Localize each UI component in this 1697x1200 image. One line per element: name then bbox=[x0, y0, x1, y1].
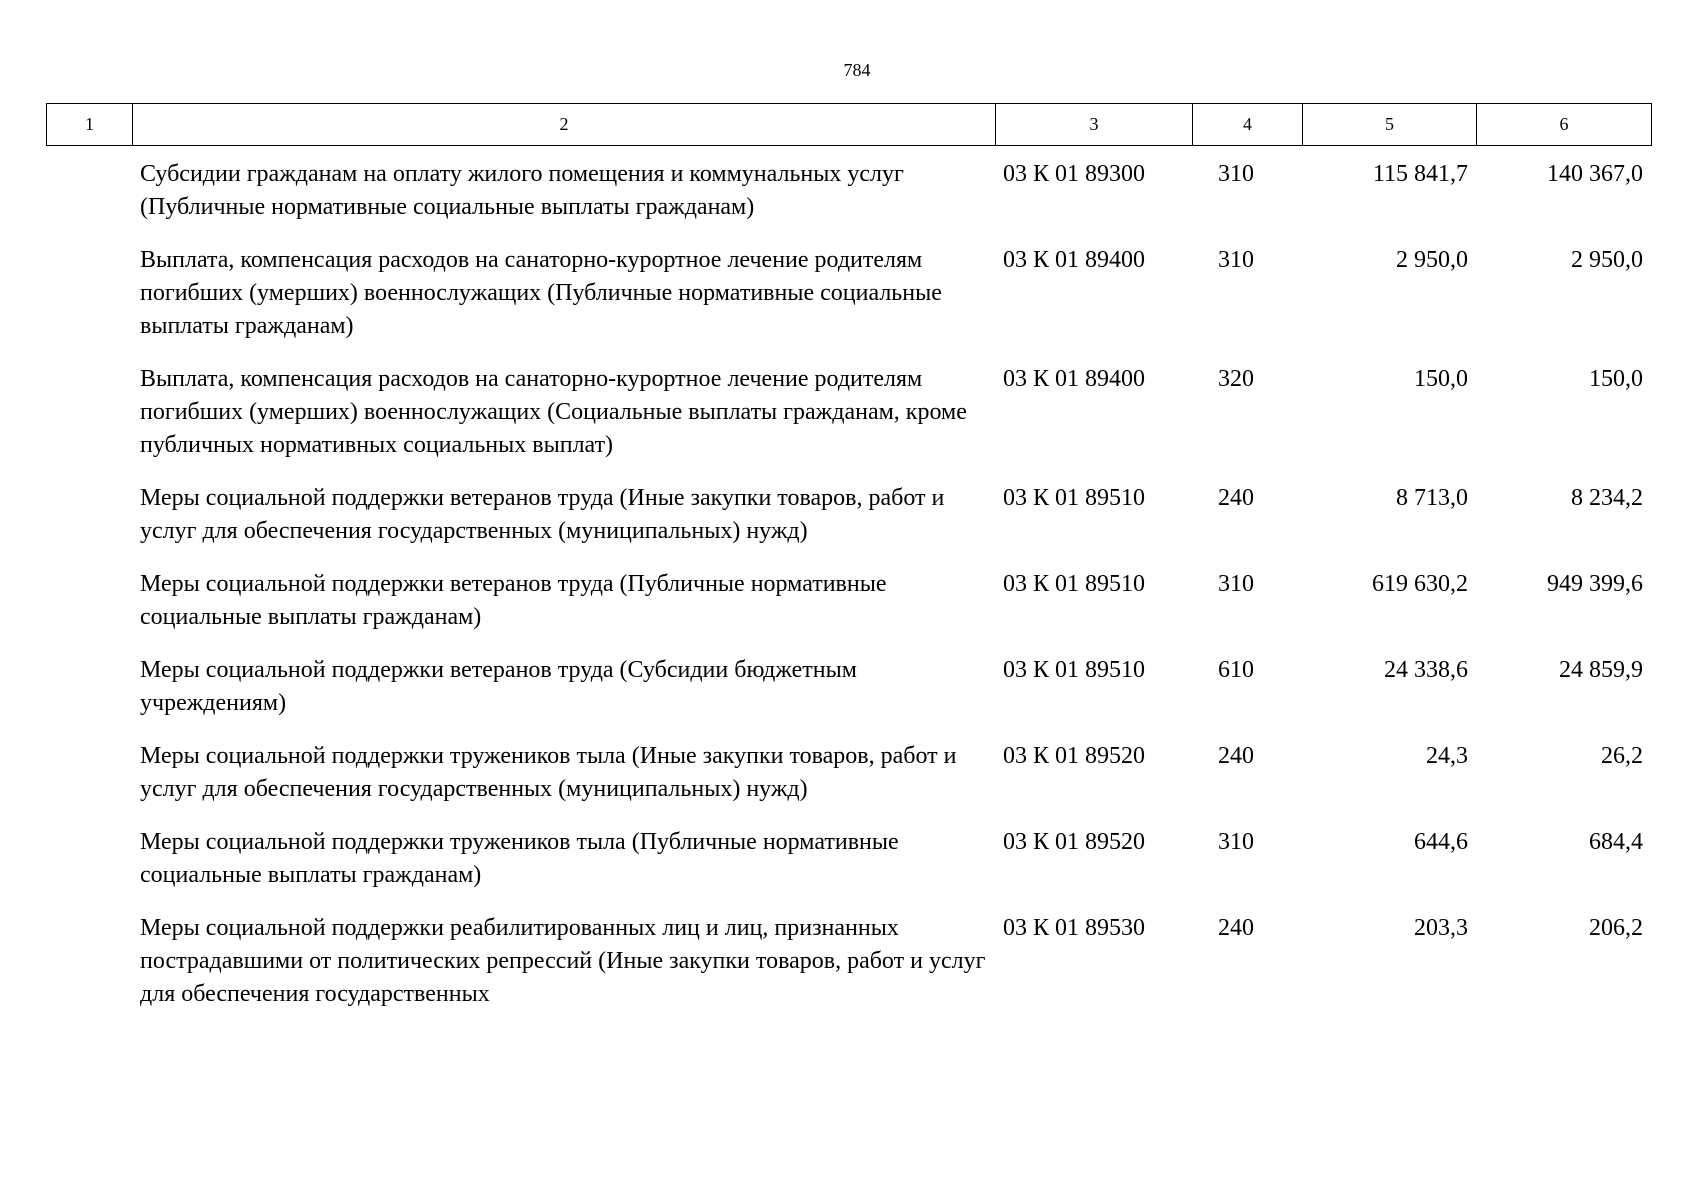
expense-type-code-cell: 240 bbox=[1218, 743, 1254, 769]
table-header bbox=[46, 103, 1652, 146]
table-row bbox=[46, 355, 1651, 474]
target-article-code-cell: 03 К 01 89510 bbox=[1003, 571, 1146, 597]
expense-name-cell: Выплата, компенсация расходов на санаторно-курортное лечение родителям погибших (умерших) военнослужащих (Социальные выплаты гражданам, кроме публичных нормативных социальных выплат) bbox=[140, 366, 967, 458]
expense-type-code-cell: 310 bbox=[1218, 161, 1254, 187]
amount-year-2-cell: 26,2 bbox=[1601, 743, 1643, 769]
expense-type-code-cell: 240 bbox=[1218, 485, 1254, 511]
target-article-code-cell: 03 К 01 89510 bbox=[1003, 485, 1146, 511]
amount-year-1-cell: 203,3 bbox=[1414, 915, 1468, 941]
page-number: 784 bbox=[843, 60, 871, 80]
amount-year-1-cell: 150,0 bbox=[1414, 366, 1468, 392]
target-article-code-cell: 03 К 01 89520 bbox=[1003, 829, 1146, 855]
expense-type-code-cell: 610 bbox=[1218, 657, 1254, 683]
amount-year-1-cell: 644,6 bbox=[1414, 829, 1468, 855]
expense-name-cell: Меры социальной поддержки ветеранов труда (Субсидии бюджетным учреждениям) bbox=[140, 657, 857, 716]
expense-name-cell: Меры социальной поддержки ветеранов труда (Публичные нормативные социальные выплаты гражданам) bbox=[140, 571, 887, 630]
table-row bbox=[46, 150, 1651, 236]
table-row bbox=[46, 236, 1651, 355]
expense-name-cell: Субсидии гражданам на оплату жилого помещения и коммунальных услуг (Публичные нормативные социальные выплаты гражданам) bbox=[140, 161, 904, 220]
header-col-6: 6 bbox=[1477, 104, 1652, 146]
amount-year-2-cell: 949 399,6 bbox=[1547, 571, 1643, 597]
amount-year-2-cell: 24 859,9 bbox=[1559, 657, 1643, 683]
header-col-4: 4 bbox=[1193, 104, 1303, 146]
amount-year-2-cell: 206,2 bbox=[1589, 915, 1643, 941]
amount-year-2-cell: 150,0 bbox=[1589, 366, 1643, 392]
target-article-code-cell: 03 К 01 89510 bbox=[1003, 657, 1146, 683]
expense-type-code-cell: 310 bbox=[1218, 247, 1254, 273]
expense-type-code-cell: 310 bbox=[1218, 571, 1254, 597]
amount-year-2-cell: 140 367,0 bbox=[1547, 161, 1643, 187]
header-col-5: 5 bbox=[1303, 104, 1477, 146]
row-number-cell bbox=[46, 904, 132, 1023]
expense-name-cell: Выплата, компенсация расходов на санаторно-курортное лечение родителям погибших (умерших) военнослужащих (Публичные нормативные социальные выплаты гражданам) bbox=[140, 247, 942, 339]
budget-table bbox=[46, 150, 1651, 1023]
target-article-code-cell: 03 К 01 89400 bbox=[1003, 247, 1146, 273]
row-number-cell bbox=[46, 150, 132, 236]
amount-year-1-cell: 115 841,7 bbox=[1372, 161, 1468, 187]
target-article-code-cell: 03 К 01 89300 bbox=[1003, 161, 1146, 187]
header-col-1: 1 bbox=[47, 104, 133, 146]
row-number-cell bbox=[46, 236, 132, 355]
expense-name-cell: Меры социальной поддержки тружеников тыла (Публичные нормативные социальные выплаты гражданам) bbox=[140, 829, 899, 888]
table-row bbox=[46, 560, 1651, 646]
expense-name-cell: Меры социальной поддержки тружеников тыла (Иные закупки товаров, работ и услуг для обеспечения государственных (муниципальных) нужд) bbox=[140, 743, 957, 802]
amount-year-1-cell: 2 950,0 bbox=[1396, 247, 1468, 273]
amount-year-2-cell: 684,4 bbox=[1589, 829, 1643, 855]
row-number-cell bbox=[46, 646, 132, 732]
row-number-cell bbox=[46, 818, 132, 904]
header-col-3: 3 bbox=[996, 104, 1193, 146]
expense-name-cell: Меры социальной поддержки ветеранов труда (Иные закупки товаров, работ и услуг для обеспечения государственных (муниципальных) нужд) bbox=[140, 485, 945, 544]
expense-type-code-cell: 310 bbox=[1218, 829, 1254, 855]
amount-year-1-cell: 619 630,2 bbox=[1372, 571, 1468, 597]
table-row bbox=[46, 818, 1651, 904]
expense-name-cell: Меры социальной поддержки реабилитированных лиц и лиц, признанных пострадавшими от политических репрессий (Иные закупки товаров, работ и услуг для обеспечения государственных bbox=[140, 915, 986, 1007]
table-row bbox=[46, 732, 1651, 818]
row-number-cell bbox=[46, 732, 132, 818]
row-number-cell bbox=[46, 474, 132, 560]
target-article-code-cell: 03 К 01 89400 bbox=[1003, 366, 1146, 392]
expense-type-code-cell: 240 bbox=[1218, 915, 1254, 941]
amount-year-2-cell: 8 234,2 bbox=[1571, 485, 1643, 511]
amount-year-2-cell: 2 950,0 bbox=[1571, 247, 1643, 273]
amount-year-1-cell: 8 713,0 bbox=[1396, 485, 1468, 511]
amount-year-1-cell: 24,3 bbox=[1426, 743, 1468, 769]
row-number-cell bbox=[46, 560, 132, 646]
amount-year-1-cell: 24 338,6 bbox=[1384, 657, 1468, 683]
table-row bbox=[46, 474, 1651, 560]
header-col-2: 2 bbox=[133, 104, 996, 146]
header-row bbox=[47, 104, 1652, 146]
table-row bbox=[46, 904, 1651, 1023]
table-row bbox=[46, 646, 1651, 732]
row-number-cell bbox=[46, 355, 132, 474]
expense-type-code-cell: 320 bbox=[1218, 366, 1254, 392]
target-article-code-cell: 03 К 01 89530 bbox=[1003, 915, 1146, 941]
target-article-code-cell: 03 К 01 89520 bbox=[1003, 743, 1146, 769]
